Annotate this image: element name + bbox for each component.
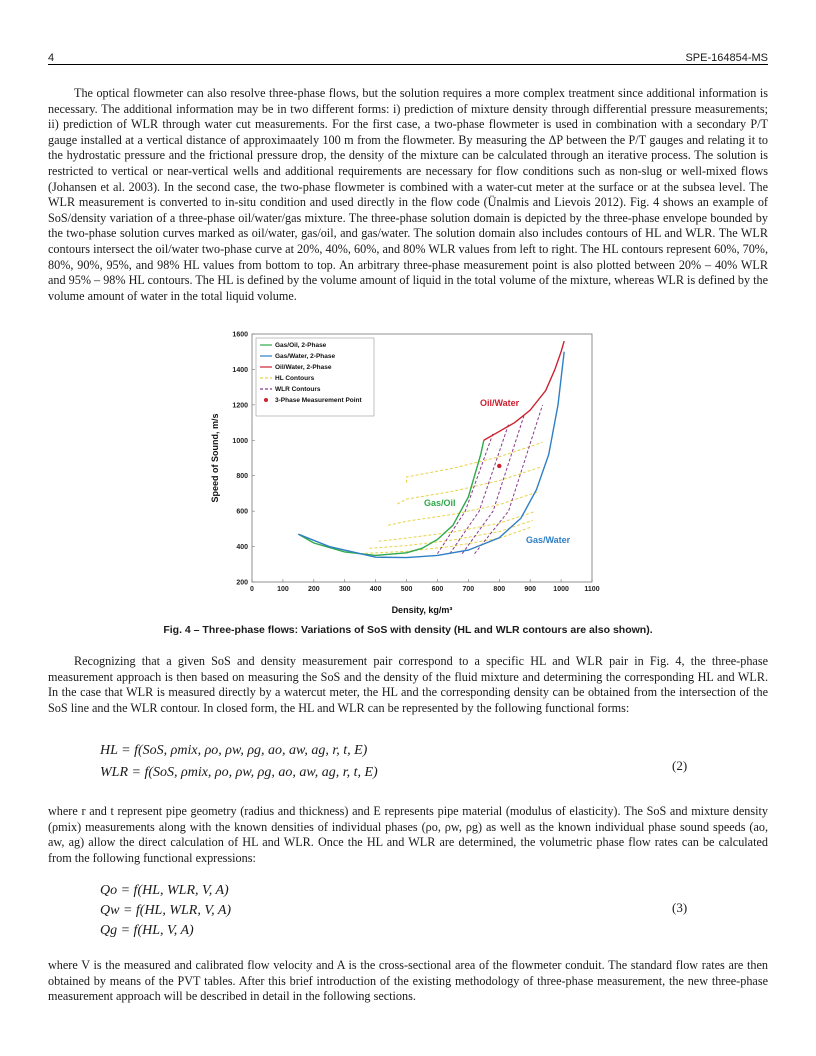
y-tick-label: 200: [236, 579, 248, 587]
paper-id: SPE-164854-MS: [685, 52, 768, 64]
x-tick-label: 900: [524, 586, 537, 593]
x-tick-label: 300: [338, 586, 351, 593]
header-rule: [48, 64, 768, 65]
x-tick-label: 1000: [553, 586, 569, 593]
equation-2-number: (2): [672, 758, 688, 773]
paragraph-intro: The optical flowmeter can also resolve three-phase flows, but the solution requires a more complex treatment since additional information is necessary. The additional information may be in two different forms: i) prediction of mixture density through differential pressure measurements; ii) prediction of WLR through water cut measurements. For the first case, a two-phase flowmeter is used in combination with a secondary P/T gauge installed at a vertical distance of approximaately 100 m from the flowmeter. By measuring the ΔP between the P/T gauges and relating it to the hydrostatic pressure and the frictional pressure drop, the density of the mixture can be calculated through an iterative process. The solution is restricted to vertical or near-vertical wells and additional requirements are necessary for flow conditions such as non-slug or well-mixed flows (Johansen et al. 2003). In the second case, the two-phase flowmeter is combined with a water-cut meter at the surface or at the subsea level. The WLR measurement is converted to in-situ condition and used directly in the flow code (Ünalmis and Lievois 2012). Fig. 4 shows an example of SoS/density variation of a three-phase oil/water/gas mixture. The three-phase solution domain is depicted by the three-phase envelope bounded by the two-phase solution curves marked as oil/water, gas/oil, and gas/water. The solution domain also includes contours of HL and WLR. The WLR contours intersect the oil/water two-phase curve at 20%, 40%, 60%, and 80% WLR values from left to right. The HL contours represent 60%, 70%, 80%, 90%, 95%, and 98% HL values from bottom to top. An arbitrary three-phase measurement point is also plotted between 20% – 40% WLR and 95% – 98% HL contours. The HL is defined by the volume amount of liquid in the total volume of the mixture, whereas WLR is defined by the volume amount of water in the total liquid volume.: [48, 86, 768, 303]
y-tick-label: 800: [236, 473, 248, 481]
equation-3-line-2: Qw = f(HL, WLR, V, A): [100, 903, 232, 918]
legend-hl: HL Contours: [275, 375, 315, 382]
legend-wlr: WLR Contours: [275, 386, 321, 393]
y-tick-label: 600: [236, 508, 248, 516]
x-axis-label: Density, kg/m³: [391, 605, 453, 615]
figure-4-chart: [208, 328, 608, 618]
legend-gas-water: Gas/Water, 2-Phase: [275, 353, 336, 360]
y-tick-label: 1600: [232, 331, 248, 339]
equation-2-line-1: HL = f(SoS, ρmix, ρo, ρw, ρg, ao, aw, ag, r, t, E): [100, 743, 368, 758]
legend-point: 3-Phase Measurement Point: [275, 397, 362, 404]
paragraph-approach: Recognizing that a given SoS and density measurement pair correspond to a specific HL and WLR pair in Fig. 4, the three-phase measurement approach is then based on measuring the SoS and the density of the fluid mixture and determining the corresponding HL and WLR. In the case that WLR is measured directly by a watercut meter, the HL and the corresponding density can be obtained from the intersection of the SoS line and the WLR contour. In closed form, the HL and WLR can be represented by the following functional forms:: [48, 654, 768, 715]
legend-gas-oil: Gas/Oil, 2-Phase: [275, 342, 327, 349]
label-gas-oil: Gas/Oil: [424, 498, 456, 508]
label-oil-water: Oil/Water: [480, 398, 520, 408]
x-tick-label: 200: [307, 586, 320, 593]
y-axis-label: Speed of Sound, m/s: [210, 413, 220, 503]
x-tick-label: 1100: [584, 586, 600, 593]
equation-3-number: (3): [672, 900, 688, 915]
equation-3-line-1: Qo = f(HL, WLR, V, A): [100, 883, 229, 898]
x-tick-label: 600: [431, 586, 444, 593]
y-tick-label: 1000: [232, 437, 248, 445]
x-tick-label: 800: [493, 586, 506, 593]
page-header: [48, 46, 768, 64]
equation-2-line-2: WLR = f(SoS, ρmix, ρo, ρw, ρg, ao, aw, ag, r, t, E): [100, 765, 378, 780]
legend: [256, 338, 374, 416]
measurement-point: [497, 464, 501, 468]
label-gas-water: Gas/Water: [526, 535, 571, 545]
legend-oil-water: Oil/Water, 2-Phase: [275, 364, 332, 371]
x-tick-label: 700: [462, 586, 475, 593]
y-tick-label: 1400: [232, 366, 248, 374]
equation-3-line-3: Qg = f(HL, V, A): [100, 923, 194, 938]
page-number: 4: [48, 52, 55, 64]
y-tick-label: 1200: [232, 402, 248, 410]
paragraph-variables: where r and t represent pipe geometry (radius and thickness) and E represents pipe material (modulus of elasticity). The SoS and mixture density (ρmix) measurements along with the known densities of individual phases (ρo, ρw, ρg) as well as the known individual phase sound speeds (ao, aw, ag) allow the direct calculation of HL and WLR. Once the HL and WLR are determined, the volumetric phase flow rates can be calculated from the following functional expressions:: [48, 804, 768, 865]
y-tick-label: 400: [236, 544, 248, 552]
x-tick-label: 500: [400, 586, 413, 593]
figure-caption: Fig. 4 – Three-phase flows: Variations of SoS with density (HL and WLR contours are also shown).: [163, 624, 653, 636]
x-tick-label: 0: [250, 586, 254, 593]
x-tick-label: 400: [369, 586, 382, 593]
paragraph-conclusion: where V is the measured and calibrated flow velocity and A is the cross-sectional area of the flowmeter conduit. The standard flow rates are then obtained by means of the PVT tables. After this brief introduction of the existing methodology of three-phase measurement, the new three-phase measurement approach will be described in detail in the following sections.: [48, 958, 768, 1004]
x-tick-label: 100: [277, 586, 289, 593]
